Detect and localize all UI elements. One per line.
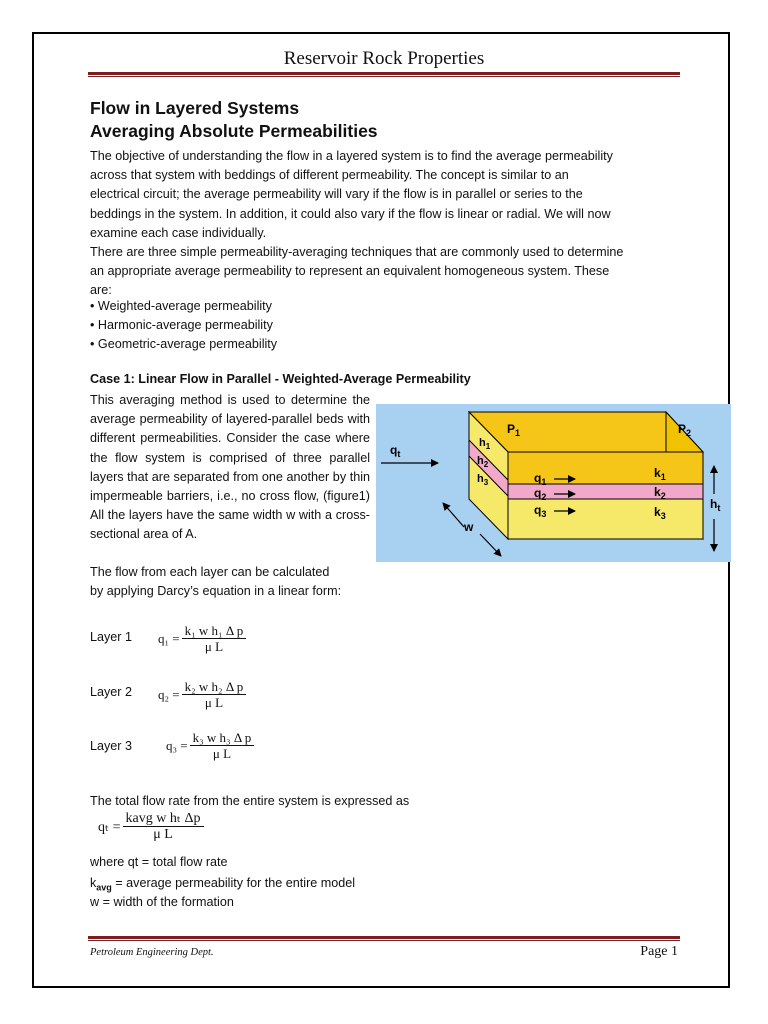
h3-label: $h_3$ — [477, 473, 489, 487]
intro-line: electrical circuit; the average permeability will vary if the flow is in parallel or series to the — [90, 187, 583, 202]
layer-3-label: Layer 3 — [90, 739, 133, 753]
layered-system-figure — [376, 404, 731, 562]
h1-label: $h_1$ — [479, 437, 491, 451]
p2-label: $P_2$ — [678, 422, 692, 438]
case1-after-line: The flow from each layer can be calculated — [90, 565, 330, 579]
layer-1-equation — [158, 623, 246, 655]
intro-line: There are three simple permeability-averaging techniques that are commonly used to determine — [90, 245, 624, 260]
q2-label: $q_2$ — [534, 486, 547, 502]
k3-label: $k_3$ — [654, 505, 666, 521]
ht-label: $h_t$ — [710, 497, 721, 513]
intro-line: The objective of understanding the flow in a layered system is to find the average permeability — [90, 149, 613, 163]
qt-label: $q_t$ — [390, 443, 401, 459]
header-rule — [88, 72, 680, 77]
def-kavg: $k_{avg}$ = average permeability for the entire model — [90, 876, 356, 893]
equation-denominator: μ L — [204, 639, 224, 654]
total-flow-text: The total flow rate from the entire system is expressed as — [90, 794, 410, 808]
equation-lhs: q₂ = — [158, 687, 180, 702]
equation-denominator: μ L — [212, 746, 232, 761]
w-arrow-up — [443, 503, 464, 527]
bullet-harmonic: • Harmonic-average permeability — [90, 318, 273, 332]
q1-label: $q_1$ — [534, 471, 547, 487]
layer-2-equation — [158, 679, 246, 711]
equation-lhs: qₜ = — [98, 819, 121, 835]
h2-label: $h_2$ — [477, 455, 489, 469]
intro-line: beddings in the system. In addition, it could also vary if the flow is linear or radial. We will now — [90, 206, 611, 221]
equation-denominator: μ L — [204, 695, 224, 710]
k2-label: $k_2$ — [654, 485, 666, 501]
q3-label: $q_3$ — [534, 503, 547, 519]
bullet-weighted: • Weighted-average permeability — [90, 299, 272, 313]
case1-after-line: by applying Darcy’s equation in a linear form: — [90, 584, 342, 599]
equation-lhs: q₁ = — [158, 631, 180, 646]
page-header-title: Reservoir Rock Properties — [283, 48, 485, 69]
layer-2-label: Layer 2 — [90, 685, 133, 699]
case1-paragraph: This averaging method is used to determine the average permeability of layered-parallel beds with different permeabilities. Consider the case where the flow system is comprised of three parallel layers that are separated from one another by thin impermeable barriers, i.e., no cross flow, (figure1) All the layers have the same width w with a cross-sectional area of A. — [90, 393, 370, 542]
layer-3-equation — [166, 730, 254, 762]
footer-rule — [88, 936, 680, 941]
total-flow-equation — [98, 811, 204, 843]
equation-fraction — [182, 679, 247, 711]
equation-fraction — [182, 623, 247, 655]
equation-fraction — [190, 730, 255, 762]
layered-block-diagram — [376, 404, 731, 562]
bullet-geometric: • Geometric-average permeability — [90, 337, 278, 351]
def-qt: where qt = total flow rate — [90, 855, 228, 869]
case1-heading: Case 1: Linear Flow in Parallel - Weighted-Average Permeability — [90, 372, 471, 386]
equation-numerator: k₁ w h₁ Δ p — [182, 623, 247, 639]
footer-department: Petroleum Engineering Dept. — [90, 947, 214, 958]
k1-label: $k_1$ — [654, 466, 666, 482]
layer-1-label: Layer 1 — [90, 630, 133, 644]
intro-line: across that system with beddings of different permeability. The concept is similar to an — [90, 168, 569, 183]
equation-numerator: k₂ w h₂ Δ p — [182, 679, 247, 695]
equation-numerator: kavg w hₜ Δp — [123, 811, 204, 827]
def-w: w = width of the formation — [90, 895, 234, 909]
equation-fraction — [123, 811, 204, 843]
equation-lhs: q₃ = — [166, 738, 188, 753]
intro-line: an appropriate average permeability to represent an equivalent homogeneous system. These — [90, 264, 610, 279]
page-number: Page 1 — [640, 944, 678, 959]
intro-paragraph — [90, 147, 680, 301]
section-title: Flow in Layered Systems — [90, 98, 300, 118]
equation-denominator: μ L — [153, 827, 173, 842]
w-arrow-down — [480, 534, 501, 556]
p1-label: $P_1$ — [507, 422, 521, 438]
equation-numerator: k₃ w h₃ Δ p — [190, 730, 255, 746]
intro-line: examine each case individually. — [90, 225, 267, 240]
w-label: w — [464, 520, 474, 534]
section-subtitle: Averaging Absolute Permeabilities — [90, 121, 378, 141]
case1-after-paragraph — [90, 563, 390, 601]
intro-line: are: — [90, 283, 112, 298]
